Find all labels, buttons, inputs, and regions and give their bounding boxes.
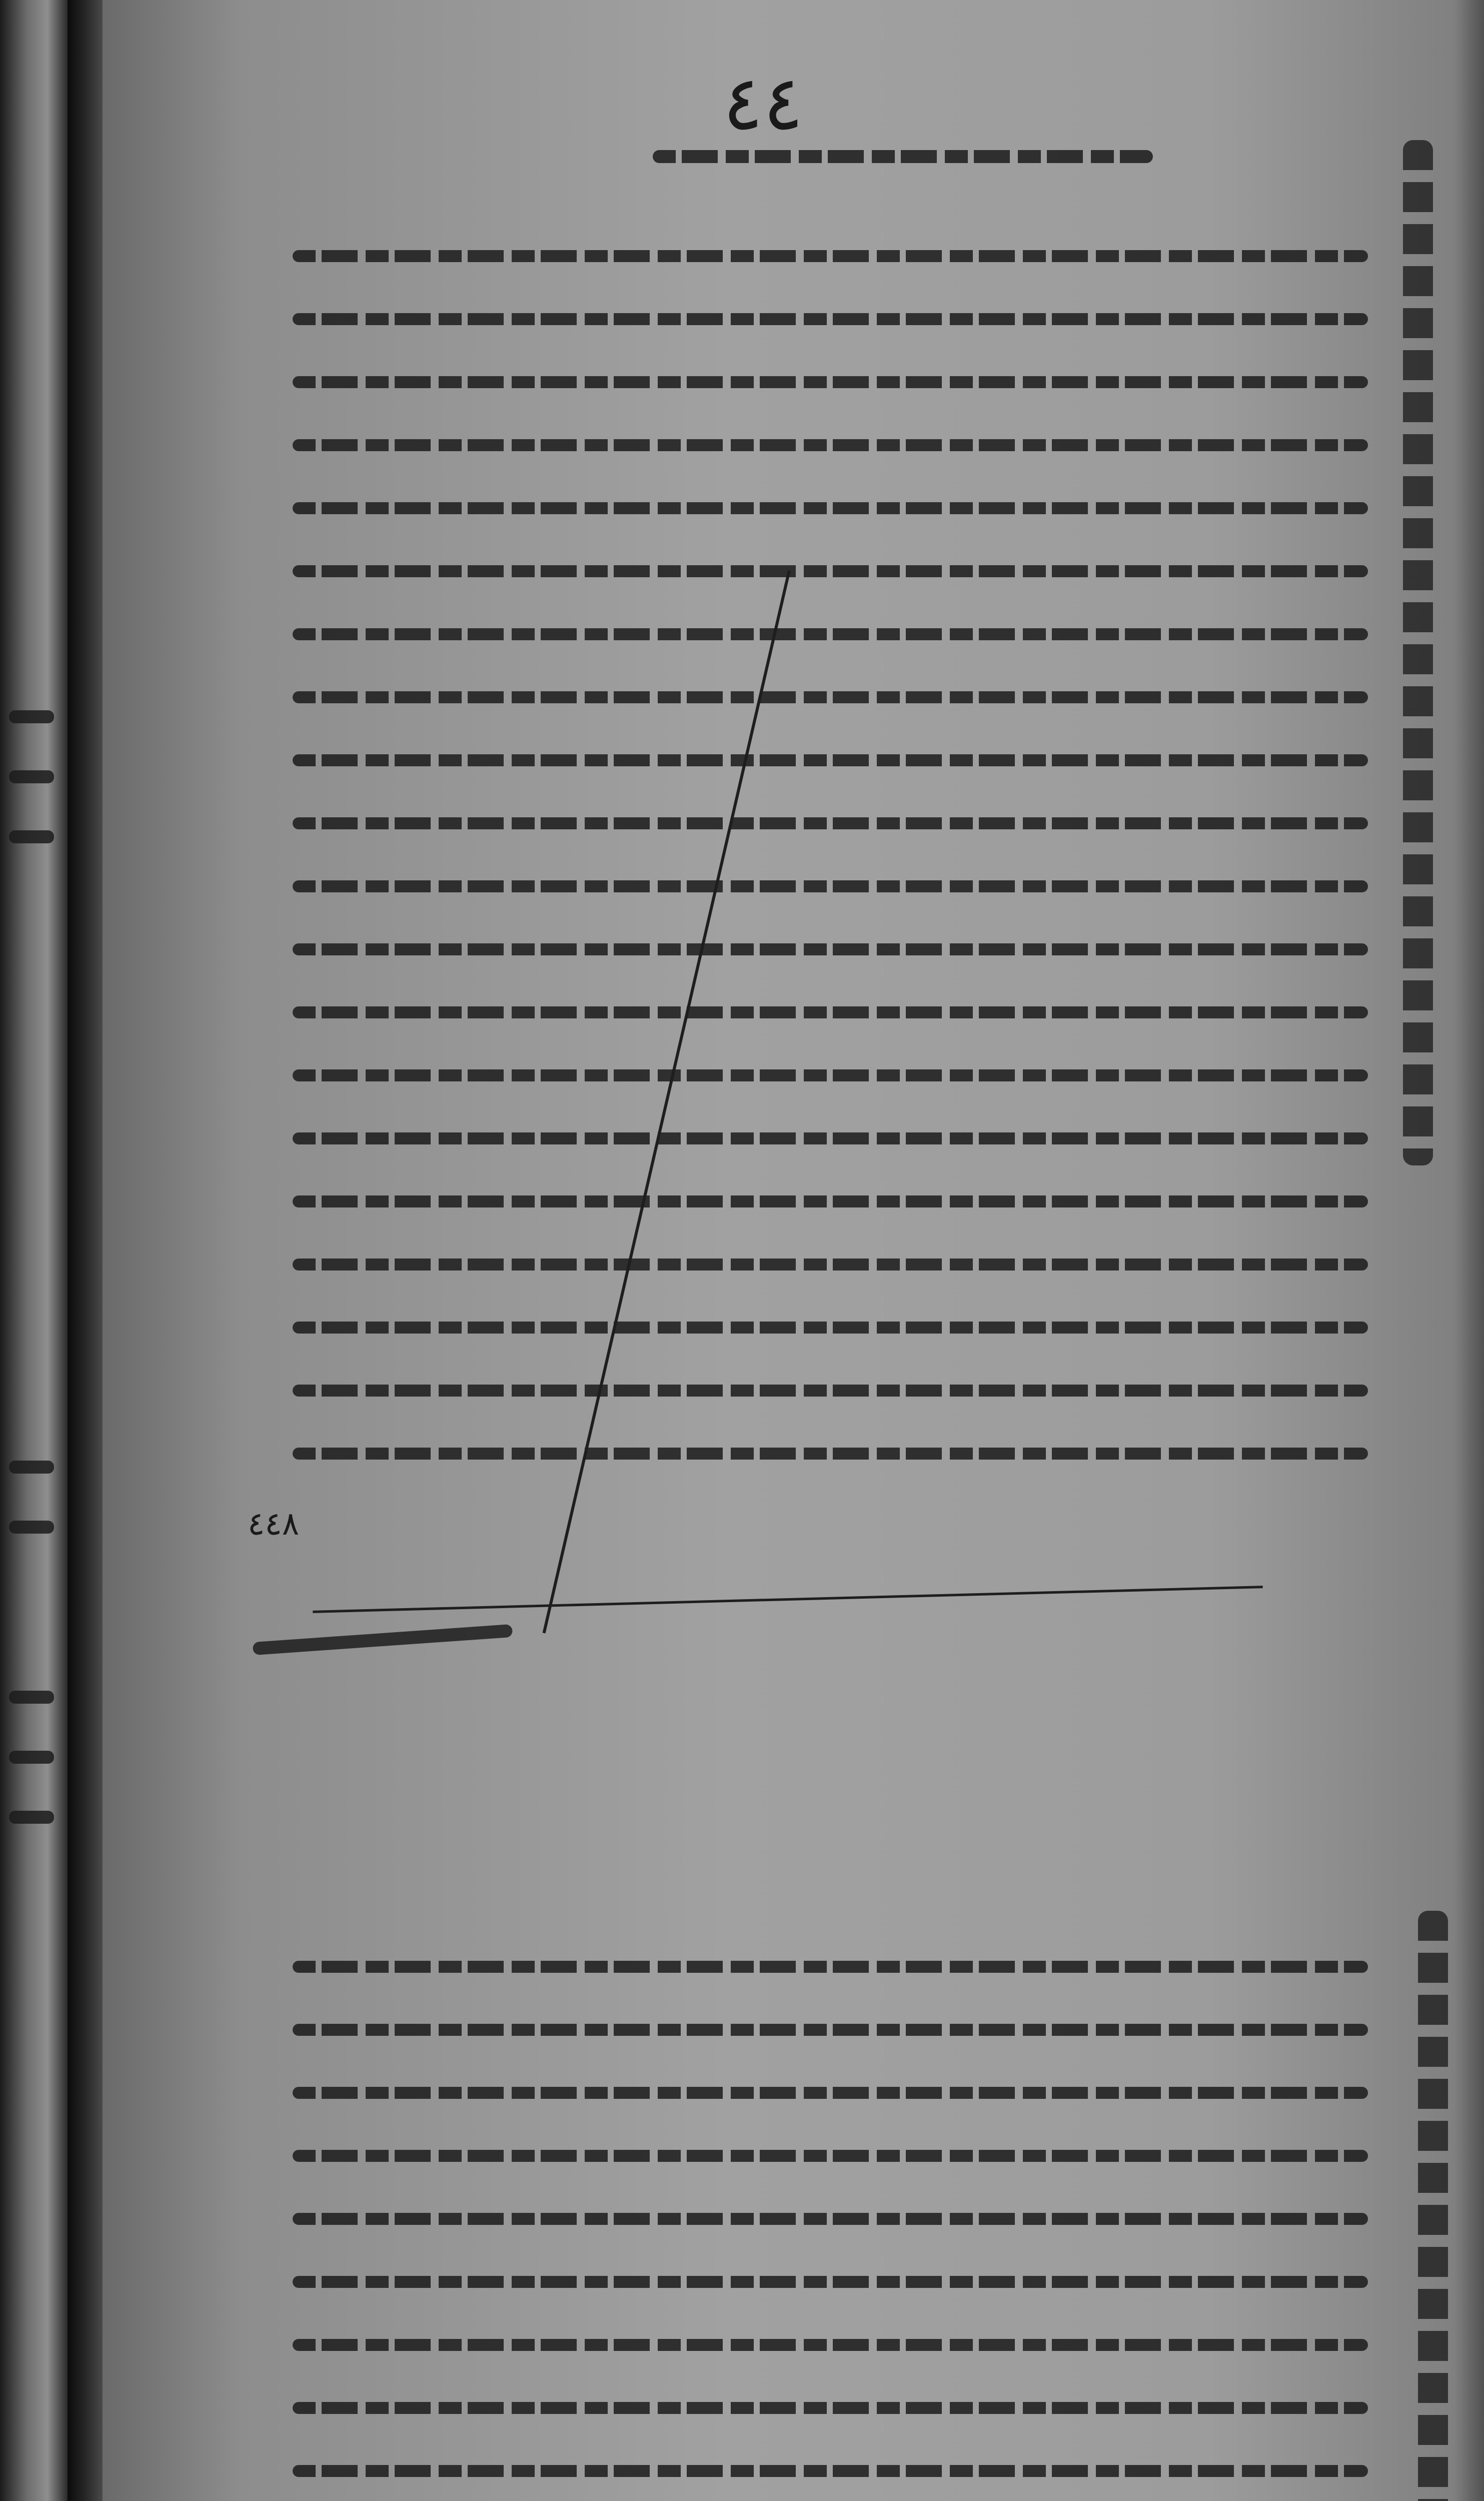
record-heading [653, 150, 1153, 190]
handwritten-line [293, 313, 1368, 325]
adjacent-text-fragment [9, 710, 54, 723]
binding-gutter [68, 0, 103, 2501]
marginal-note [1418, 1911, 1448, 2501]
marginal-note [1403, 140, 1433, 1165]
adjacent-text-fragment [9, 1521, 54, 1534]
handwritten-line [293, 2339, 1368, 2351]
handwritten-line [293, 376, 1368, 388]
page-number: ٤٤ [723, 60, 804, 147]
handwritten-line [293, 2402, 1368, 2414]
adjacent-text-fragment [9, 1811, 54, 1824]
handwritten-line [293, 1448, 1368, 1460]
handwritten-line [293, 1195, 1368, 1207]
handwritten-line [293, 1322, 1368, 1334]
handwritten-line [293, 1259, 1368, 1271]
case-number: ٤٤٨ [248, 1506, 300, 1543]
second-record-text [293, 1961, 1368, 2501]
handwritten-line [293, 2213, 1368, 2225]
handwritten-line [293, 1385, 1368, 1397]
handwritten-line [293, 439, 1368, 451]
handwritten-line [293, 1961, 1368, 1973]
handwritten-line [293, 691, 1368, 703]
handwritten-line [293, 250, 1368, 262]
handwritten-line [293, 1132, 1368, 1144]
handwritten-line [293, 880, 1368, 892]
handwritten-line [293, 2087, 1368, 2099]
handwritten-line [293, 1069, 1368, 1081]
handwritten-line [293, 2465, 1368, 2477]
handwritten-line [293, 943, 1368, 955]
handwritten-line [293, 2276, 1368, 2288]
handwritten-line [293, 628, 1368, 640]
handwritten-line [293, 502, 1368, 514]
handwritten-line [293, 2024, 1368, 2036]
adjacent-text-fragment [9, 1461, 54, 1474]
adjacent-text-fragment [9, 1691, 54, 1704]
handwritten-line [293, 2150, 1368, 2162]
handwritten-line [293, 1006, 1368, 1018]
adjacent-page-edge [0, 0, 68, 2501]
adjacent-text-fragment [9, 1751, 54, 1764]
handwritten-line [293, 565, 1368, 577]
adjacent-text-fragment [9, 830, 54, 843]
first-record-text [293, 250, 1368, 1511]
witness-signature [253, 1624, 513, 1655]
adjacent-text-fragment [9, 770, 54, 783]
handwritten-line [293, 754, 1368, 766]
page-edge-shadow [1454, 0, 1484, 2501]
handwritten-line [293, 817, 1368, 829]
manuscript-page [103, 0, 1484, 2501]
handwritten-line [653, 150, 1153, 163]
closing-rule [313, 1586, 1262, 1613]
